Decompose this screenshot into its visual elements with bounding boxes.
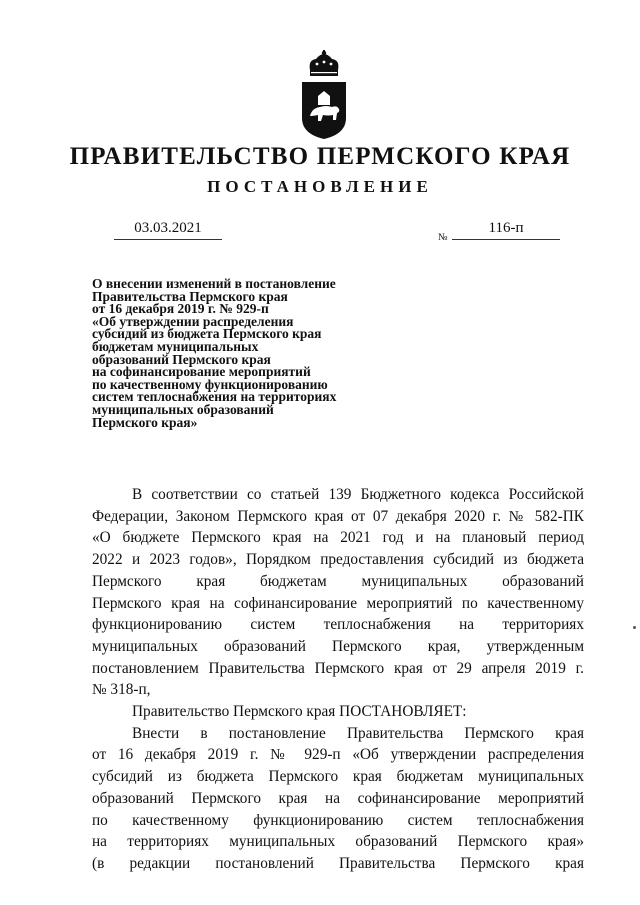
body-line: муниципальных образований Пермского края, утвержденным [92, 637, 584, 655]
subject-line: от 16 декабря 2019 г. № 929-п [92, 301, 269, 317]
body-line: субсидий из бюджета Пермского края бюджетам муниципальных [92, 768, 584, 786]
subject-line: О внесении изменений в постановление [92, 276, 336, 291]
body-line: Пермского края бюджетам муниципальных образований [92, 572, 584, 590]
document-date: 03.03.2021 [114, 220, 222, 240]
scan-dot [633, 626, 636, 629]
subject-line: по качественному функционированию [92, 376, 328, 392]
body-line: 2022 и 2023 годов», Порядком предоставления субсидий из бюджета [92, 551, 584, 569]
body-line: по качественному функционированию систем теплоснабжения [92, 811, 584, 829]
paragraph-amend [92, 723, 584, 875]
body-line: № 318-п, [92, 681, 151, 699]
body-line: образований Пермского края на софинансирование мероприятий [92, 789, 584, 807]
document-type: ПОСТАНОВЛЕНИЕ [207, 177, 433, 196]
subject-line: бюджетам муниципальных [92, 338, 259, 354]
body-line: функционированию систем теплоснабжения на территориях [92, 616, 584, 634]
body-line: (в редакции постановлений Правительства Пермского края [92, 854, 584, 872]
body-line: постановлением Правительства Пермского края от 29 апреля 2019 г. [92, 659, 584, 677]
paragraph-resolves: Правительство Пермского края ПОСТАНОВЛЯЕТ: [132, 703, 467, 721]
body-line: Пермского края на софинансирование мероприятий по качественному [92, 594, 584, 612]
subject-line: муниципальных образований [92, 401, 274, 417]
subject-line: систем теплоснабжения на территориях [92, 389, 337, 405]
subject-line: «Об утверждении распределения [92, 313, 294, 329]
subject-line: на софинансирование мероприятий [92, 364, 311, 380]
document-subject [92, 278, 392, 429]
number-sign: № [438, 232, 448, 243]
subject-line: Пермского края» [92, 414, 198, 430]
body-line: «О бюджете Пермского края на 2021 год и на плановый период [92, 529, 584, 547]
body-line: Внести в постановление Правительства Пермского края [132, 724, 584, 742]
government-title: ПРАВИТЕЛЬСТВО ПЕРМСКОГО КРАЯ [69, 143, 571, 170]
paragraph-preamble [92, 484, 584, 701]
body-line: В соответствии со статьей 139 Бюджетного кодекса Российской [132, 486, 584, 503]
body-line: от 16 декабря 2019 г. № 929-п «Об утверждении распределения [92, 746, 584, 764]
document-body [92, 484, 584, 875]
document-number: 116-п [452, 220, 560, 240]
subject-line: субсидий из бюджета Пермского края [92, 326, 322, 342]
subject-line: образований Пермского края [92, 351, 271, 367]
subject-line: Правительства Пермского края [92, 288, 288, 304]
crown-icon [310, 50, 339, 76]
body-line: на территориях муниципальных образований Пермского края» [92, 833, 584, 851]
body-line: Федерации, Законом Пермского края от 07 декабря 2020 г. № 582-ПК [92, 507, 584, 525]
coat-of-arms-icon [296, 50, 352, 140]
